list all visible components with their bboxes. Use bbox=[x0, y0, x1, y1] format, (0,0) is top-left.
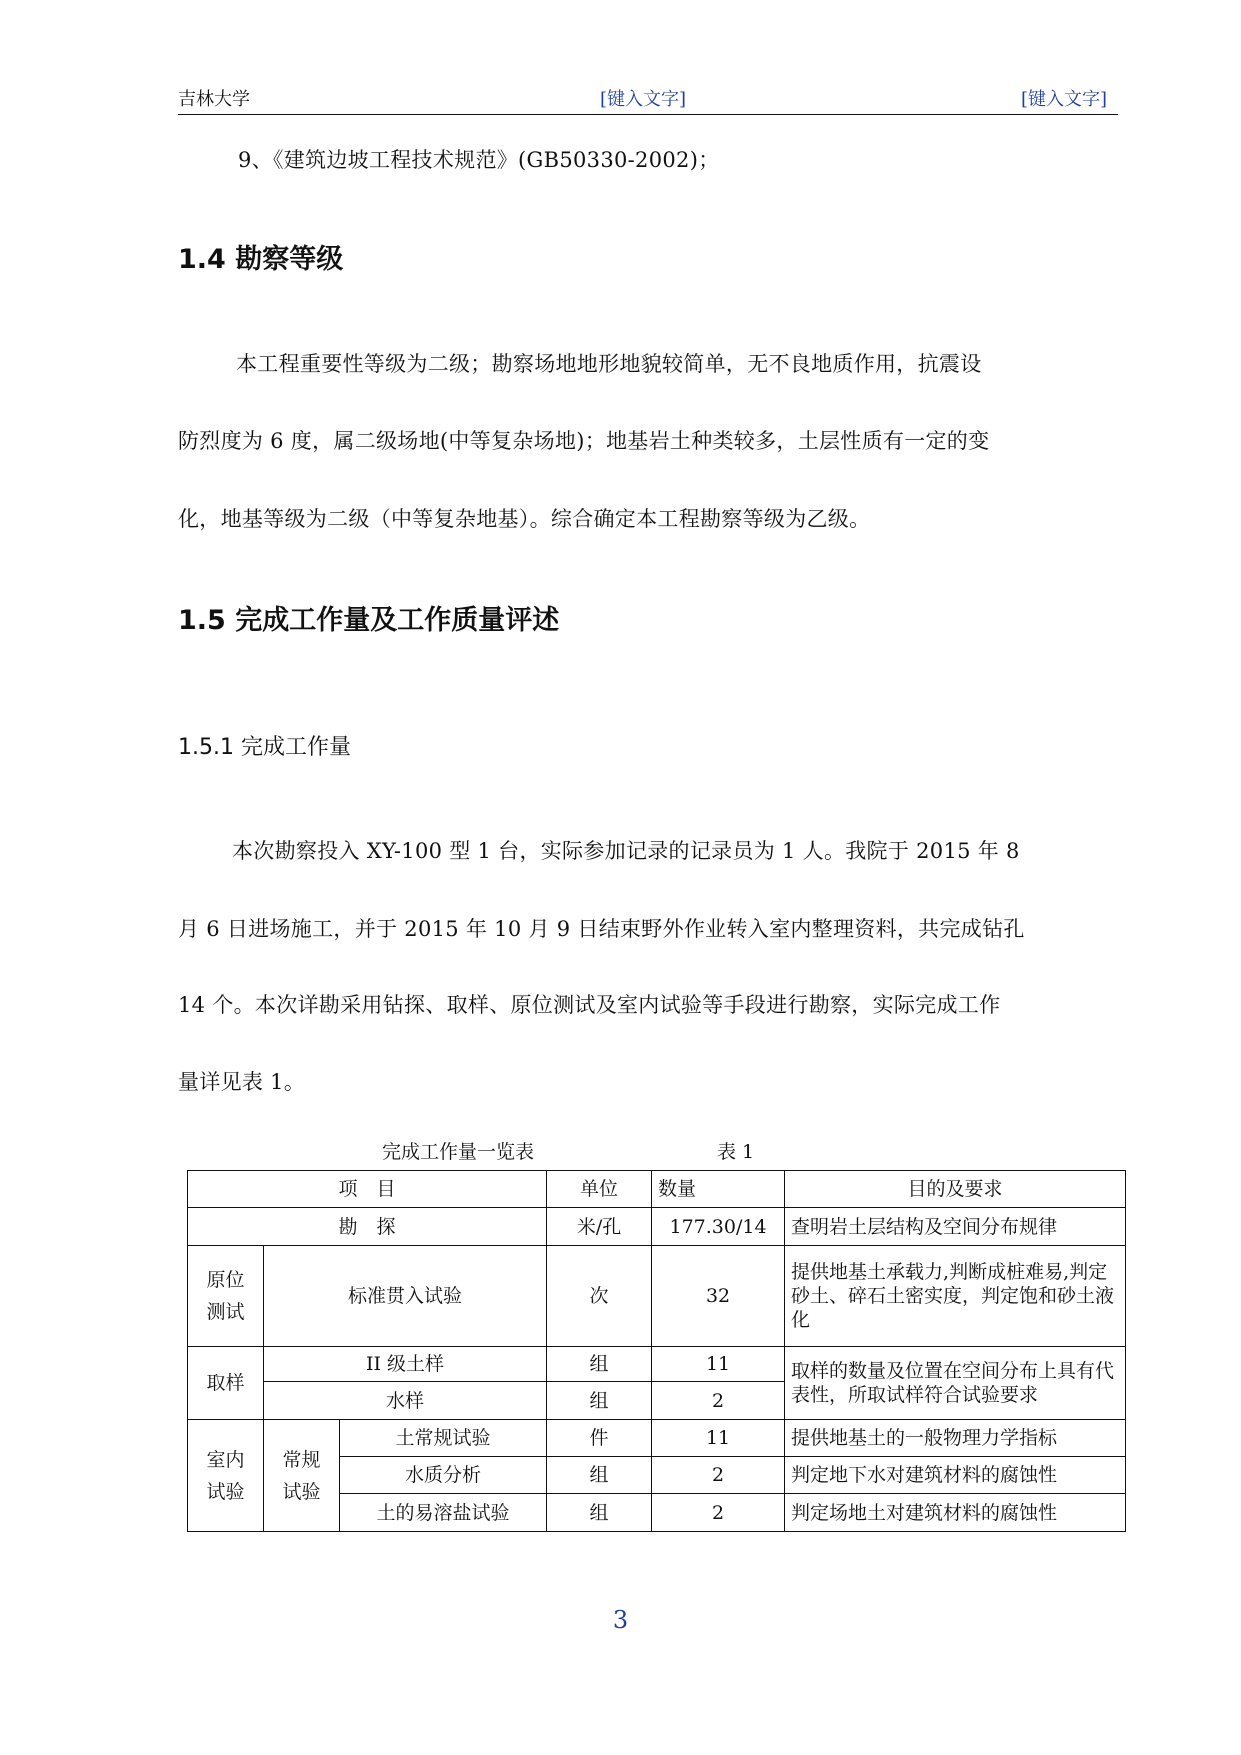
sampling-soil-unit: 组 bbox=[547, 1347, 652, 1382]
drilling-unit: 米/孔 bbox=[547, 1208, 652, 1246]
lab-soil-purpose: 提供地基土的一般物理力学指标 bbox=[785, 1420, 1126, 1457]
workload-table bbox=[187, 1170, 1126, 1532]
lab-soil-quantity: 11 bbox=[652, 1420, 785, 1457]
table-row-insitu bbox=[188, 1246, 1126, 1347]
insitu-purpose: 提供地基土承载力,判断成桩难易,判定砂土、碎石土密实度，判定饱和砂土液化 bbox=[785, 1246, 1126, 1347]
insitu-item: 标准贯入试验 bbox=[264, 1246, 547, 1347]
lab-water-quantity: 2 bbox=[652, 1457, 785, 1494]
header-rule bbox=[178, 114, 1118, 115]
lab-water-purpose: 判定地下水对建筑材料的腐蚀性 bbox=[785, 1457, 1126, 1494]
table-number: 表 1 bbox=[717, 1141, 755, 1163]
sampling-soil-item: II 级土样 bbox=[264, 1347, 547, 1382]
table-header-row bbox=[188, 1171, 1126, 1208]
lab-salt-unit: 组 bbox=[547, 1494, 652, 1532]
sampling-water-unit: 组 bbox=[547, 1382, 652, 1420]
insitu-quantity: 32 bbox=[652, 1246, 785, 1347]
lab-salt-quantity: 2 bbox=[652, 1494, 785, 1532]
table-caption: 完成工作量一览表 bbox=[382, 1141, 535, 1163]
paragraph-1-4-line-1: 本工程重要性等级为二级；勘察场地地形地貌较简单，无不良地质作用，抗震设 bbox=[236, 352, 982, 376]
section-heading-1-5-1: 1.5.1 完成工作量 bbox=[178, 735, 351, 760]
drilling-purpose: 查明岩土层结构及空间分布规律 bbox=[785, 1208, 1126, 1246]
header-middle-placeholder[interactable]: [键入文字] bbox=[600, 89, 687, 110]
section-heading-1-5: 1.5 完成工作量及工作质量评述 bbox=[178, 605, 560, 636]
header-unit: 单位 bbox=[547, 1171, 652, 1208]
lab-water-item: 水质分析 bbox=[340, 1457, 547, 1494]
header-quantity: 数量 bbox=[652, 1171, 785, 1208]
paragraph-1-4-line-3: 化，地基等级为二级（中等复杂地基）。综合确定本工程勘察等级为乙级。 bbox=[178, 507, 871, 531]
reference-item: 9、《建筑边坡工程技术规范》(GB50330-2002)； bbox=[238, 148, 720, 172]
lab-group: 室内 试验 bbox=[188, 1420, 264, 1532]
header-right-placeholder[interactable]: [键入文字] bbox=[1021, 89, 1108, 110]
paragraph-1-5-1-line-4: 量详见表 1。 bbox=[178, 1070, 306, 1094]
paragraph-1-5-1-line-2: 月 6 日进场施工，并于 2015 年 10 月 9 日结束野外作业转入室内整理资料，共完成钻孔 bbox=[178, 917, 1025, 941]
lab-soil-item: 土常规试验 bbox=[340, 1420, 547, 1457]
table-row-drilling bbox=[188, 1208, 1126, 1246]
paragraph-1-5-1-line-3: 14 个。本次详勘采用钻探、取样、原位测试及室内试验等手段进行勘察，实际完成工作 bbox=[178, 993, 1001, 1017]
paragraph-1-4-line-2: 防烈度为 6 度，属二级场地(中等复杂场地)；地基岩土种类较多，土层性质有一定的变 bbox=[178, 429, 990, 453]
drilling-quantity: 177.30/14 bbox=[652, 1208, 785, 1246]
insitu-group: 原位 测试 bbox=[188, 1246, 264, 1347]
table-row-sampling-soil bbox=[188, 1347, 1126, 1382]
section-heading-1-4: 1.4 勘察等级 bbox=[178, 244, 344, 275]
header-purpose: 目的及要求 bbox=[785, 1171, 1126, 1208]
header-left-text: 吉林大学 bbox=[178, 89, 250, 110]
sampling-group: 取样 bbox=[188, 1347, 264, 1420]
lab-subgroup: 常规 试验 bbox=[264, 1420, 340, 1532]
lab-salt-item: 土的易溶盐试验 bbox=[340, 1494, 547, 1532]
sampling-water-quantity: 2 bbox=[652, 1382, 785, 1420]
sampling-water-item: 水样 bbox=[264, 1382, 547, 1420]
lab-soil-unit: 件 bbox=[547, 1420, 652, 1457]
drilling-item: 勘 探 bbox=[188, 1208, 547, 1246]
lab-salt-purpose: 判定场地土对建筑材料的腐蚀性 bbox=[785, 1494, 1126, 1532]
lab-water-unit: 组 bbox=[547, 1457, 652, 1494]
insitu-unit: 次 bbox=[547, 1246, 652, 1347]
sampling-purpose: 取样的数量及位置在空间分布上具有代表性，所取试样符合试验要求 bbox=[785, 1347, 1126, 1420]
sampling-soil-quantity: 11 bbox=[652, 1347, 785, 1382]
table-row-lab-soil bbox=[188, 1420, 1126, 1457]
header-item: 项 目 bbox=[188, 1171, 547, 1208]
page-number: 3 bbox=[612, 1606, 629, 1634]
paragraph-1-5-1-line-1: 本次勘察投入 XY-100 型 1 台，实际参加记录的记录员为 1 人。我院于 2015 年 8 bbox=[232, 839, 1020, 863]
